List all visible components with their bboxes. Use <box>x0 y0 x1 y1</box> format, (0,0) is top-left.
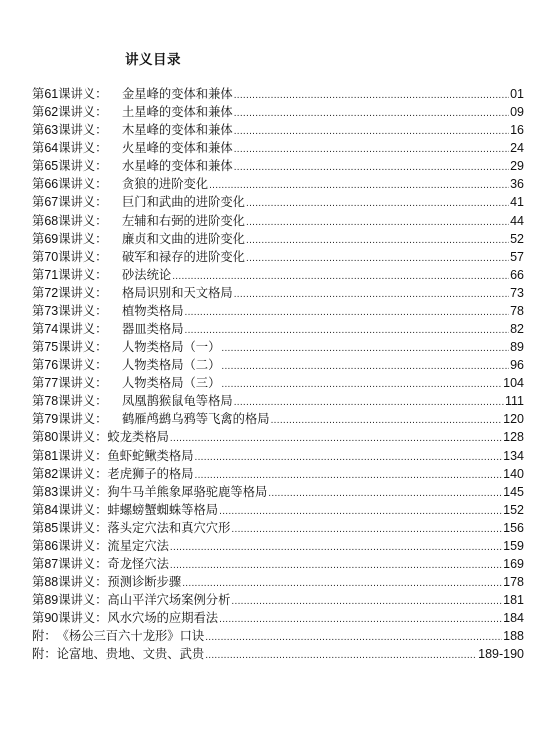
lesson-prefix: 第 <box>32 611 45 626</box>
dot-leader <box>246 195 509 213</box>
lesson-suffix: 课讲义： <box>58 123 108 138</box>
lesson-prefix: 第 <box>32 87 45 101</box>
lesson-num: 62 <box>44 105 59 120</box>
lesson-num: 74 <box>44 322 59 337</box>
lesson-number <box>32 212 122 230</box>
appendix-label: 附： <box>32 629 57 644</box>
lesson-prefix: 第 <box>32 105 45 120</box>
lesson-num: 61 <box>44 87 59 101</box>
lesson-number <box>32 465 107 483</box>
lesson-prefix: 第 <box>32 502 45 517</box>
dot-leader <box>185 304 510 322</box>
lesson-number <box>32 103 122 121</box>
lesson-num: 70 <box>44 249 59 264</box>
toc-entry <box>32 338 524 356</box>
lesson-number <box>32 392 122 410</box>
toc-entry <box>32 483 524 501</box>
toc-entry <box>32 175 524 193</box>
page-number: 16 <box>510 123 524 138</box>
lesson-num: 86 <box>44 538 59 553</box>
entry-title: 巨门和武曲的进阶变化 <box>122 195 245 210</box>
lesson-suffix: 课讲义： <box>58 484 108 499</box>
dot-leader <box>195 449 503 467</box>
dot-leader <box>170 430 502 448</box>
lesson-suffix: 课讲义： <box>58 141 108 156</box>
lesson-suffix: 课讲义： <box>58 448 108 463</box>
toc-entry <box>32 573 524 591</box>
page-number: 152 <box>503 502 524 517</box>
entry-title: 凤凰鹊猴鼠龟等格局 <box>122 394 233 409</box>
lesson-number <box>32 573 107 591</box>
entry-title: 木星峰的变体和兼体 <box>122 123 233 138</box>
page-number: 134 <box>503 448 524 463</box>
lesson-suffix: 课讲义： <box>58 177 108 192</box>
dot-leader <box>209 177 509 195</box>
lesson-prefix: 第 <box>32 376 45 391</box>
lesson-number <box>32 374 122 392</box>
lesson-num: 84 <box>44 502 59 517</box>
entry-title: 左辅和右弼的进阶变化 <box>122 213 245 228</box>
dot-leader <box>246 232 509 250</box>
lesson-suffix: 课讲义： <box>58 105 108 120</box>
toc-entry <box>32 193 524 211</box>
dot-leader <box>234 123 509 141</box>
page-number: 156 <box>503 520 524 535</box>
toc-entry <box>32 392 524 410</box>
entry-title: 《杨公三百六十龙形》口诀 <box>56 629 205 644</box>
lesson-prefix: 第 <box>32 412 45 427</box>
lesson-suffix: 课讲义： <box>58 502 108 517</box>
dot-leader <box>221 340 509 358</box>
lesson-suffix: 课讲义： <box>58 213 108 228</box>
lesson-num: 85 <box>44 520 59 535</box>
toc-entry <box>32 356 524 374</box>
page-number: 169 <box>503 557 524 572</box>
page-number: 140 <box>503 466 524 481</box>
page-number: 78 <box>510 303 524 318</box>
lesson-prefix: 第 <box>32 303 45 318</box>
lesson-num: 63 <box>44 123 59 138</box>
lesson-prefix: 第 <box>32 285 45 300</box>
toc-entry <box>32 410 524 428</box>
lesson-number <box>32 85 122 103</box>
entry-title: 奇龙怪穴法 <box>107 557 169 572</box>
lesson-num: 68 <box>44 213 59 228</box>
toc-entry <box>32 157 524 175</box>
lesson-number <box>32 139 122 157</box>
lesson-suffix: 课讲义： <box>58 466 108 481</box>
entry-title: 鱼虾蛇鳅类格局 <box>107 448 194 463</box>
lesson-prefix: 第 <box>32 593 45 608</box>
dot-leader <box>234 87 509 105</box>
lesson-num: 81 <box>44 448 59 463</box>
lesson-suffix: 课讲义： <box>58 285 108 300</box>
lesson-suffix: 课讲义： <box>58 538 108 553</box>
lesson-prefix: 第 <box>32 520 45 535</box>
page-number: 178 <box>503 575 524 590</box>
appendix-entry <box>32 627 524 645</box>
page-number: 89 <box>510 340 524 355</box>
page-number: 09 <box>510 105 524 120</box>
lesson-prefix: 第 <box>32 141 45 156</box>
page-number: 184 <box>503 611 524 626</box>
toc-entry <box>32 428 524 446</box>
page-number: 159 <box>503 538 524 553</box>
lesson-prefix: 第 <box>32 159 45 174</box>
page-number: 44 <box>510 213 524 228</box>
page-number: 189-190 <box>478 647 524 662</box>
entry-title: 水星峰的变体和兼体 <box>122 159 233 174</box>
lesson-suffix: 课讲义： <box>58 322 108 337</box>
appendix-label: 附： <box>32 647 57 662</box>
page-number: 111 <box>504 394 524 409</box>
toc-entry <box>32 248 524 266</box>
toc-entry <box>32 85 524 103</box>
dot-leader <box>185 322 510 340</box>
lesson-prefix: 第 <box>32 322 45 337</box>
lesson-prefix: 第 <box>32 394 45 409</box>
lesson-number <box>32 555 107 573</box>
page-number: 73 <box>510 285 524 300</box>
lesson-number <box>32 501 107 519</box>
lesson-num: 73 <box>44 303 59 318</box>
lesson-prefix: 第 <box>32 484 45 499</box>
entry-title: 鹤雁鸬鹚乌鸦等飞禽的格局 <box>122 412 270 427</box>
lesson-suffix: 课讲义： <box>58 412 108 427</box>
toc-entry <box>32 284 524 302</box>
lesson-number <box>32 609 107 627</box>
entry-title: 老虎狮子的格局 <box>107 466 194 481</box>
lesson-num: 69 <box>44 231 59 246</box>
entry-title: 植物类格局 <box>122 303 184 318</box>
lesson-number <box>32 338 122 356</box>
toc-entry <box>32 537 524 555</box>
lesson-prefix: 第 <box>32 430 45 445</box>
dot-leader <box>221 358 509 376</box>
lesson-num: 77 <box>44 376 59 391</box>
toc-entry <box>32 447 524 465</box>
lesson-suffix: 课讲义： <box>58 394 108 409</box>
lesson-num: 88 <box>44 575 59 590</box>
toc-entry <box>32 519 524 537</box>
lesson-num: 90 <box>44 611 59 626</box>
entry-title: 狗牛马羊熊象犀骆驼鹿等格局 <box>107 484 268 499</box>
lesson-suffix: 课讲义： <box>58 87 108 101</box>
lesson-suffix: 课讲义： <box>58 231 108 246</box>
appendix-entry <box>32 645 524 663</box>
entry-title: 人物类格局（三） <box>122 376 221 391</box>
lesson-num: 78 <box>44 394 59 409</box>
entry-title: 论富地、贵地、文贵、武贵 <box>56 647 205 662</box>
lesson-number <box>32 193 122 211</box>
lesson-prefix: 第 <box>32 358 45 373</box>
dot-leader <box>221 376 502 394</box>
page-number: 128 <box>503 430 524 445</box>
lesson-num: 80 <box>44 430 59 445</box>
lesson-num: 65 <box>44 159 59 174</box>
lesson-number <box>32 230 122 248</box>
lesson-num: 67 <box>44 195 59 210</box>
lesson-num: 66 <box>44 177 59 192</box>
lesson-num: 89 <box>44 593 59 608</box>
dot-leader <box>234 286 509 304</box>
entry-title: 土星峰的变体和兼体 <box>122 105 233 120</box>
toc-entry <box>32 501 524 519</box>
page-number: 01 <box>510 87 524 101</box>
dot-leader <box>205 629 502 647</box>
lesson-num: 72 <box>44 285 59 300</box>
lesson-number <box>32 591 107 609</box>
entry-title: 金星峰的变体和兼体 <box>122 87 233 101</box>
toc-entry <box>32 212 524 230</box>
lesson-suffix: 课讲义： <box>58 520 108 535</box>
page-number: 57 <box>510 249 524 264</box>
lesson-prefix: 第 <box>32 340 45 355</box>
lesson-suffix: 课讲义： <box>58 195 108 210</box>
lesson-suffix: 课讲义： <box>58 358 108 373</box>
lesson-suffix: 课讲义： <box>58 593 108 608</box>
lesson-num: 64 <box>44 141 59 156</box>
dot-leader <box>234 141 509 159</box>
lesson-suffix: 课讲义： <box>58 159 108 174</box>
entry-title: 流星定穴法 <box>107 538 169 553</box>
lesson-suffix: 课讲义： <box>58 430 108 445</box>
lesson-suffix: 课讲义： <box>58 267 108 282</box>
dot-leader <box>234 159 509 177</box>
toc-entry <box>32 374 524 392</box>
page-number: 82 <box>510 322 524 337</box>
lesson-suffix: 课讲义： <box>58 575 108 590</box>
toc-entry <box>32 320 524 338</box>
toc-entry <box>32 591 524 609</box>
entry-title: 预测诊断步骤 <box>107 575 182 590</box>
lesson-suffix: 课讲义： <box>58 340 108 355</box>
toc-entry <box>32 103 524 121</box>
entry-title: 高山平洋穴场案例分析 <box>107 593 231 608</box>
lesson-number <box>32 537 107 555</box>
entry-title: 贪狼的进阶变化 <box>122 177 209 192</box>
dot-leader <box>231 521 502 539</box>
dot-leader <box>271 412 503 430</box>
lesson-number <box>32 284 122 302</box>
toc-entry <box>32 230 524 248</box>
lesson-num: 79 <box>44 412 59 427</box>
page-number: 52 <box>510 231 524 246</box>
toc-entry <box>32 139 524 157</box>
toc-entry <box>32 302 524 320</box>
page-number: 188 <box>503 629 524 644</box>
page-number: 36 <box>510 177 524 192</box>
lesson-number <box>32 447 107 465</box>
entry-title: 风水穴场的应期看法 <box>107 611 219 626</box>
page-number: 29 <box>510 159 524 174</box>
entry-title: 蚌螺螃蟹蜘蛛等格局 <box>107 502 219 517</box>
lesson-prefix: 第 <box>32 575 45 590</box>
lesson-num: 76 <box>44 358 59 373</box>
dot-leader <box>205 647 477 665</box>
lesson-prefix: 第 <box>32 177 45 192</box>
lesson-prefix: 第 <box>32 466 45 481</box>
entry-title: 砂法统论 <box>122 267 172 282</box>
entry-title: 蛟龙类格局 <box>107 430 169 445</box>
toc-entry <box>32 121 524 139</box>
lesson-number <box>32 248 122 266</box>
page-number: 181 <box>503 593 524 608</box>
lesson-prefix: 第 <box>32 231 45 246</box>
lesson-number <box>32 320 122 338</box>
lesson-prefix: 第 <box>32 123 45 138</box>
lesson-suffix: 课讲义： <box>58 611 108 626</box>
page-number: 96 <box>510 358 524 373</box>
dot-leader <box>268 485 502 503</box>
lesson-prefix: 第 <box>32 195 45 210</box>
lesson-prefix: 第 <box>32 557 45 572</box>
dot-leader <box>219 503 502 521</box>
dot-leader <box>246 214 509 232</box>
lesson-prefix: 第 <box>32 267 45 282</box>
lesson-prefix: 第 <box>32 448 45 463</box>
lesson-number <box>32 428 107 446</box>
lesson-suffix: 课讲义： <box>58 303 108 318</box>
entry-title: 器皿类格局 <box>122 322 184 337</box>
dot-leader <box>219 611 502 629</box>
entry-title: 格局识别和天文格局 <box>122 285 233 300</box>
toc-entry <box>32 465 524 483</box>
dot-leader <box>231 593 502 611</box>
lesson-num: 87 <box>44 557 59 572</box>
lesson-number <box>32 157 122 175</box>
page-number: 104 <box>503 376 524 391</box>
toc-entry <box>32 266 524 284</box>
entry-title: 廉贞和文曲的进阶变化 <box>122 231 245 246</box>
lesson-prefix: 第 <box>32 249 45 264</box>
lesson-number <box>32 175 122 193</box>
page-number: 41 <box>510 195 524 210</box>
lesson-number <box>32 483 107 501</box>
entry-title: 人物类格局（一） <box>122 340 221 355</box>
lesson-suffix: 课讲义： <box>58 249 108 264</box>
page-number: 66 <box>510 267 524 282</box>
table-of-contents <box>32 85 524 664</box>
entry-title: 落头定穴法和真穴穴形 <box>107 520 231 535</box>
lesson-suffix: 课讲义： <box>58 557 108 572</box>
lesson-number <box>32 121 122 139</box>
lesson-number <box>32 410 122 428</box>
lesson-prefix: 第 <box>32 213 45 228</box>
toc-entry <box>32 609 524 627</box>
toc-entry <box>32 555 524 573</box>
lesson-suffix: 课讲义： <box>58 376 108 391</box>
page-number: 145 <box>503 484 524 499</box>
entry-title: 破军和禄存的进阶变化 <box>122 249 245 264</box>
dot-leader <box>170 557 502 575</box>
page-title: 讲义目录 <box>125 52 181 68</box>
page-number: 120 <box>503 412 524 427</box>
lesson-number <box>32 266 122 284</box>
dot-leader <box>246 250 509 268</box>
dot-leader <box>234 394 504 412</box>
entry-title: 人物类格局（二） <box>122 358 221 373</box>
lesson-number <box>32 356 122 374</box>
lesson-num: 82 <box>44 466 59 481</box>
lesson-number <box>32 519 107 537</box>
dot-leader <box>170 539 502 557</box>
entry-title: 火星峰的变体和兼体 <box>122 141 233 156</box>
lesson-num: 75 <box>44 340 59 355</box>
lesson-prefix: 第 <box>32 538 45 553</box>
lesson-num: 71 <box>44 267 59 282</box>
dot-leader <box>234 105 509 123</box>
lesson-number <box>32 302 122 320</box>
lesson-num: 83 <box>44 484 59 499</box>
page-number: 24 <box>510 141 524 156</box>
